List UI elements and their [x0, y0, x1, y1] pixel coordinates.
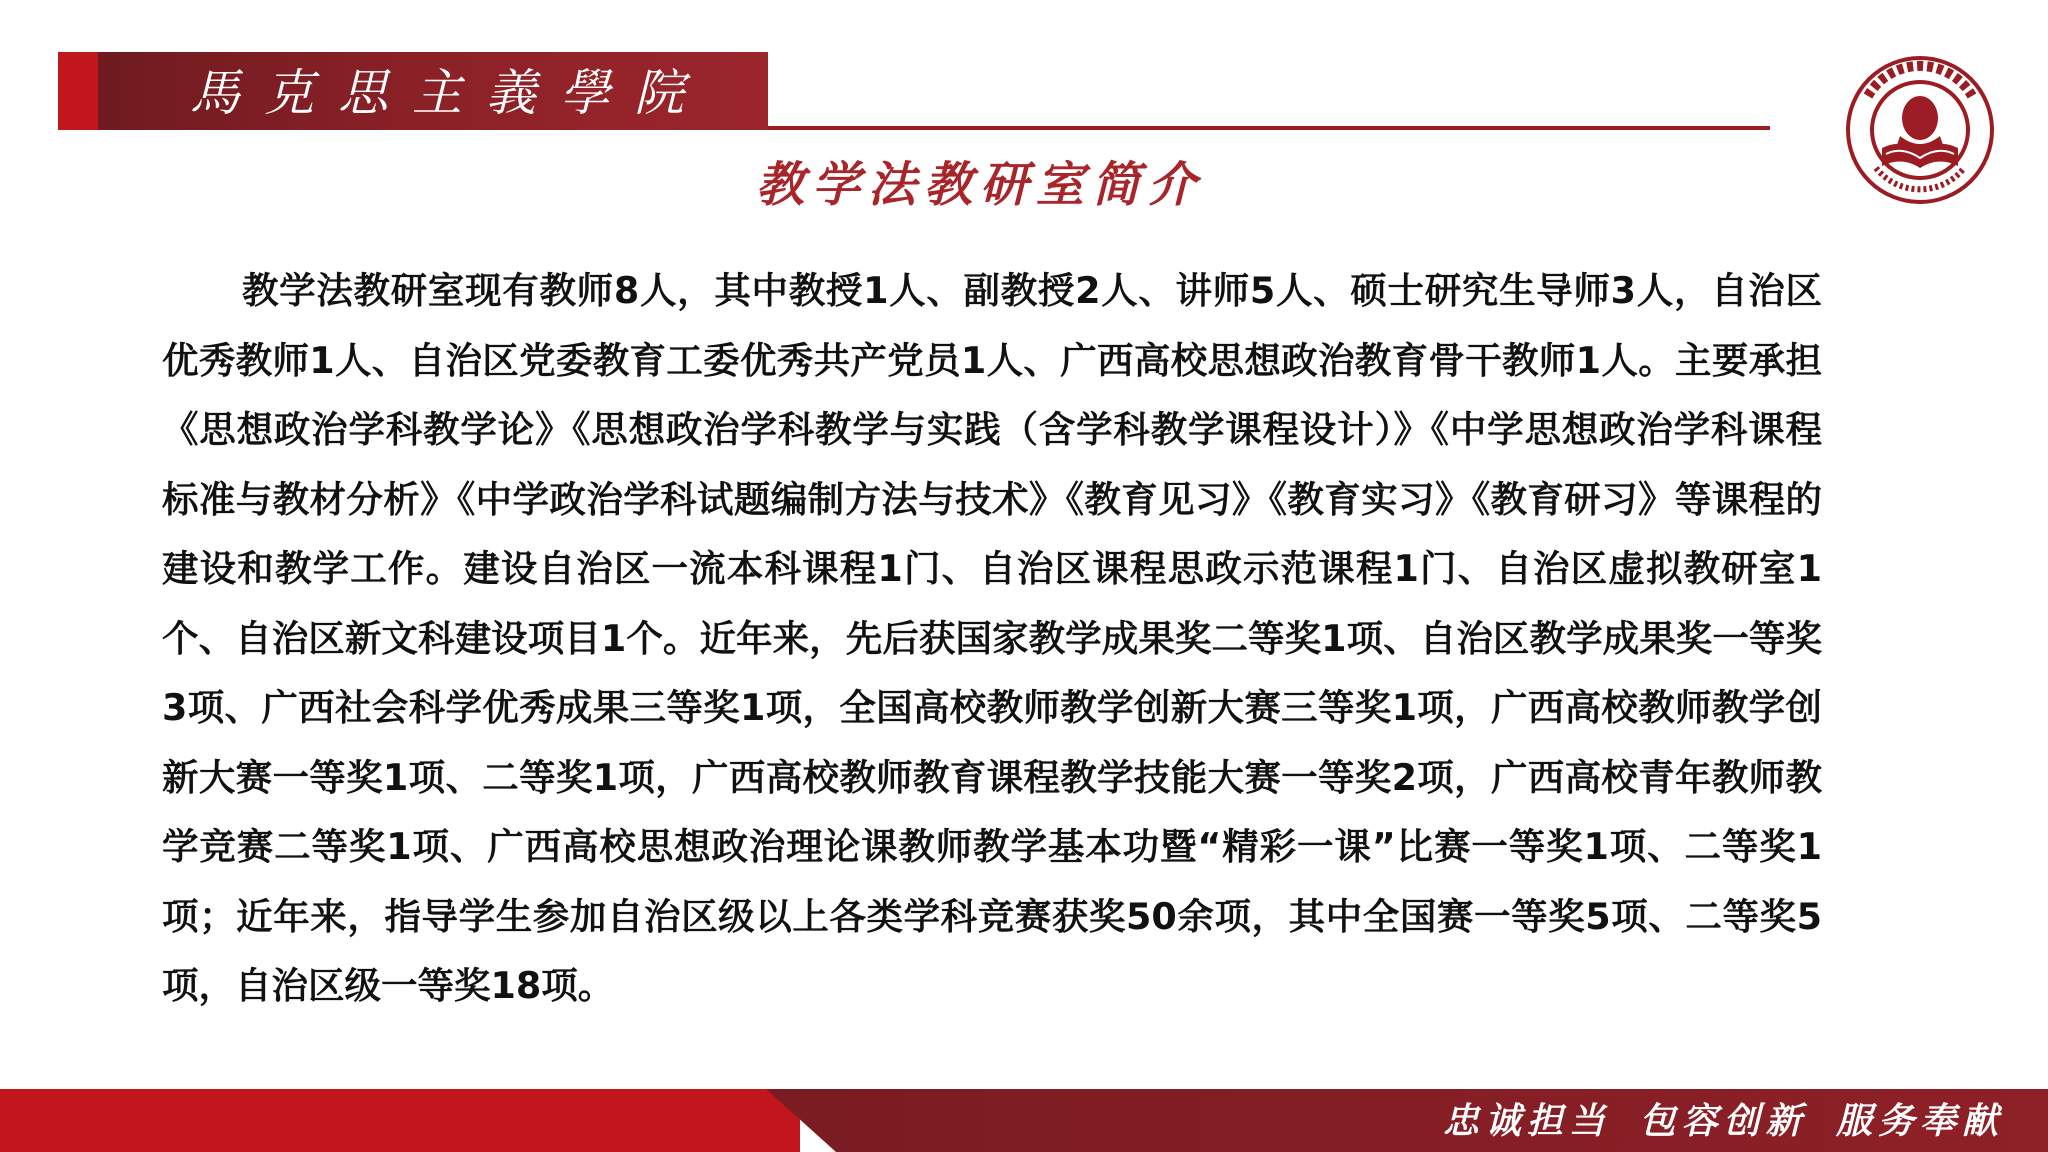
page-title: 教学法教研室简介 [755, 157, 1204, 213]
footer-band-left [0, 1089, 800, 1152]
introduction-paragraph: 教学法教研室现有教师8人，其中教授1人、副教授2人、讲师5人、硕士研究生导师3人，自治区优秀教师1人、自治区党委教育工委优秀共产党员1人、广西高校思想政治教育骨干教师1人。主要承担《思想政治学科教学论》《思想政治学科教学与实践（含学科教学课程设计）》《中学思想政治学科课程标准与教材分析》《中学政治学科试题编制方法与技术》《教育见习》《教育实习》《教育研习》等课程的建设和教学工作。建设自治区一流本科课程1门、自治区课程思政示范课程1门、自治区虚拟教研室1个、自治区新文科建设项目1个。近年来，先后获国家教学成果奖二等奖1项、自治区教学成果奖一等奖3项、广西社会科学优秀成果三等奖1项，全国高校教师教学创新大赛三等奖1项，广西高校教师教学创新大赛一等奖1项、二等奖1项，广西高校教师教育课程教学技能大赛一等奖2项，广西高校青年教师教学竞赛二等奖1项、广西高校思想政治理论课教师教学基本功暨“精彩一课”比赛一等奖1项、二等奖1项；近年来，指导学生参加自治区级以上各类学科竞赛获奖50余项，其中全国赛一等奖5项、二等奖5项，自治区级一等奖18项。 [162, 269, 1822, 1007]
marx-seal-logo-icon [1846, 56, 1994, 204]
institution-name: 馬克思主義學院 [190, 64, 708, 122]
header-accent-bar [58, 52, 98, 130]
footer-slogan: 忠诚担当 包容创新 服务奉献 [1442, 1100, 2004, 1142]
header-divider-line [768, 126, 1770, 130]
